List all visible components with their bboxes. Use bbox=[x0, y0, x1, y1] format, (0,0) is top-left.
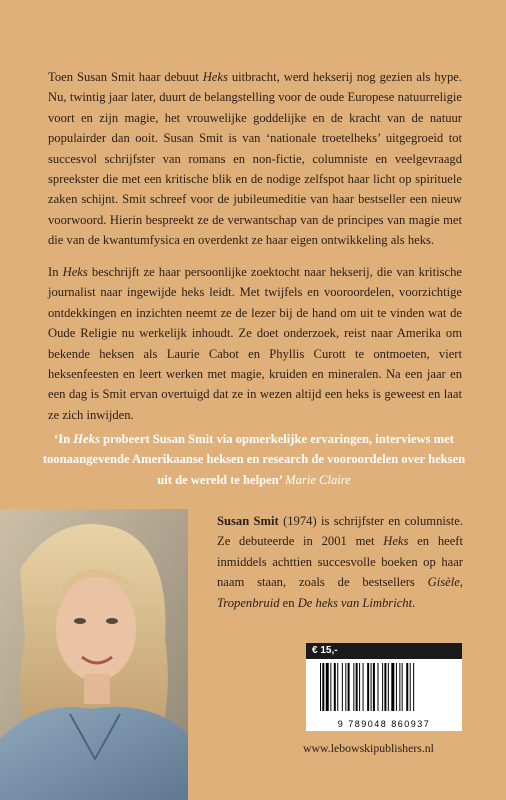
isbn-barcode bbox=[306, 659, 462, 731]
publisher-website[interactable]: www.lebowskipublishers.nl bbox=[303, 741, 434, 755]
isbn-number: 9 789048 860937 bbox=[337, 719, 431, 729]
description-paragraph-1: Toen Susan Smit haar debuut Heks uitbracht, werd hekserij nog gezien als hype. Nu, twintig jaar later, duurt de belangstelling voor de oude Europese natuurreligie voort en zijn magie, het vrouwelijke goddelijke en de kracht van de natuur populairder dan ooit. Susan Smit is van ‘nationale troetelheks’ uitgegroeid tot succesvol schrijfster van romans en non-fictie, columniste en veelgevraagd spreekster die met een kritische blik en de nodige zelfspot haar licht op spirituele zaken schijnt. Smit schreef voor de jubileumeditie van haar bestseller een nieuw voorwoord. Hierin bespreekt ze de verwantschap van de principes van magie met die van de kwantumfysica en overdenkt ze haar eigen ontwikkeling als heks. bbox=[48, 70, 462, 248]
press-quote: ‘In Heks probeert Susan Smit via opmerkelijke ervaringen, interviews met toonaangevende Amerikaanse heksen en research de vooroordelen over heksen uit de wereld te helpen’ Marie Claire bbox=[42, 432, 466, 487]
barcode-block bbox=[306, 643, 462, 731]
description-paragraph-2: In Heks beschrijft ze haar persoonlijke zoektocht naar hekserij, die van kritische journalist naar ingewijde heks leidt. Met twijfels en vooroordelen, voorzichtige ontdekkingen en inzichten neemt ze de lezer bij de hand om uit te vinden wat de Oude Religie nu werkelijk inhoudt. Ze doet onderzoek, reist naar Amerika om bekende heksen als Laurie Cabot en Phyllis Curott te ontmoeten, viert heksenfeesten en leert werken met magie, kruiden en mineralen. Na een jaar en een dag is Smit ervan overtuigd dat ze in wezen altijd een heks is geweest en laat ze zich inwijden. bbox=[48, 265, 462, 422]
author-bio: Susan Smit (1974) is schrijfster en columniste. Ze debuteerde in 2001 met Heks en heeft inmiddels achttien succesvolle boeken op haar naam staan, zoals de bestsellers Gisèle, Tropenbruid en De heks van Limbricht. bbox=[217, 514, 464, 610]
author-photo bbox=[0, 509, 188, 800]
price-label: € 15,- bbox=[306, 643, 462, 659]
